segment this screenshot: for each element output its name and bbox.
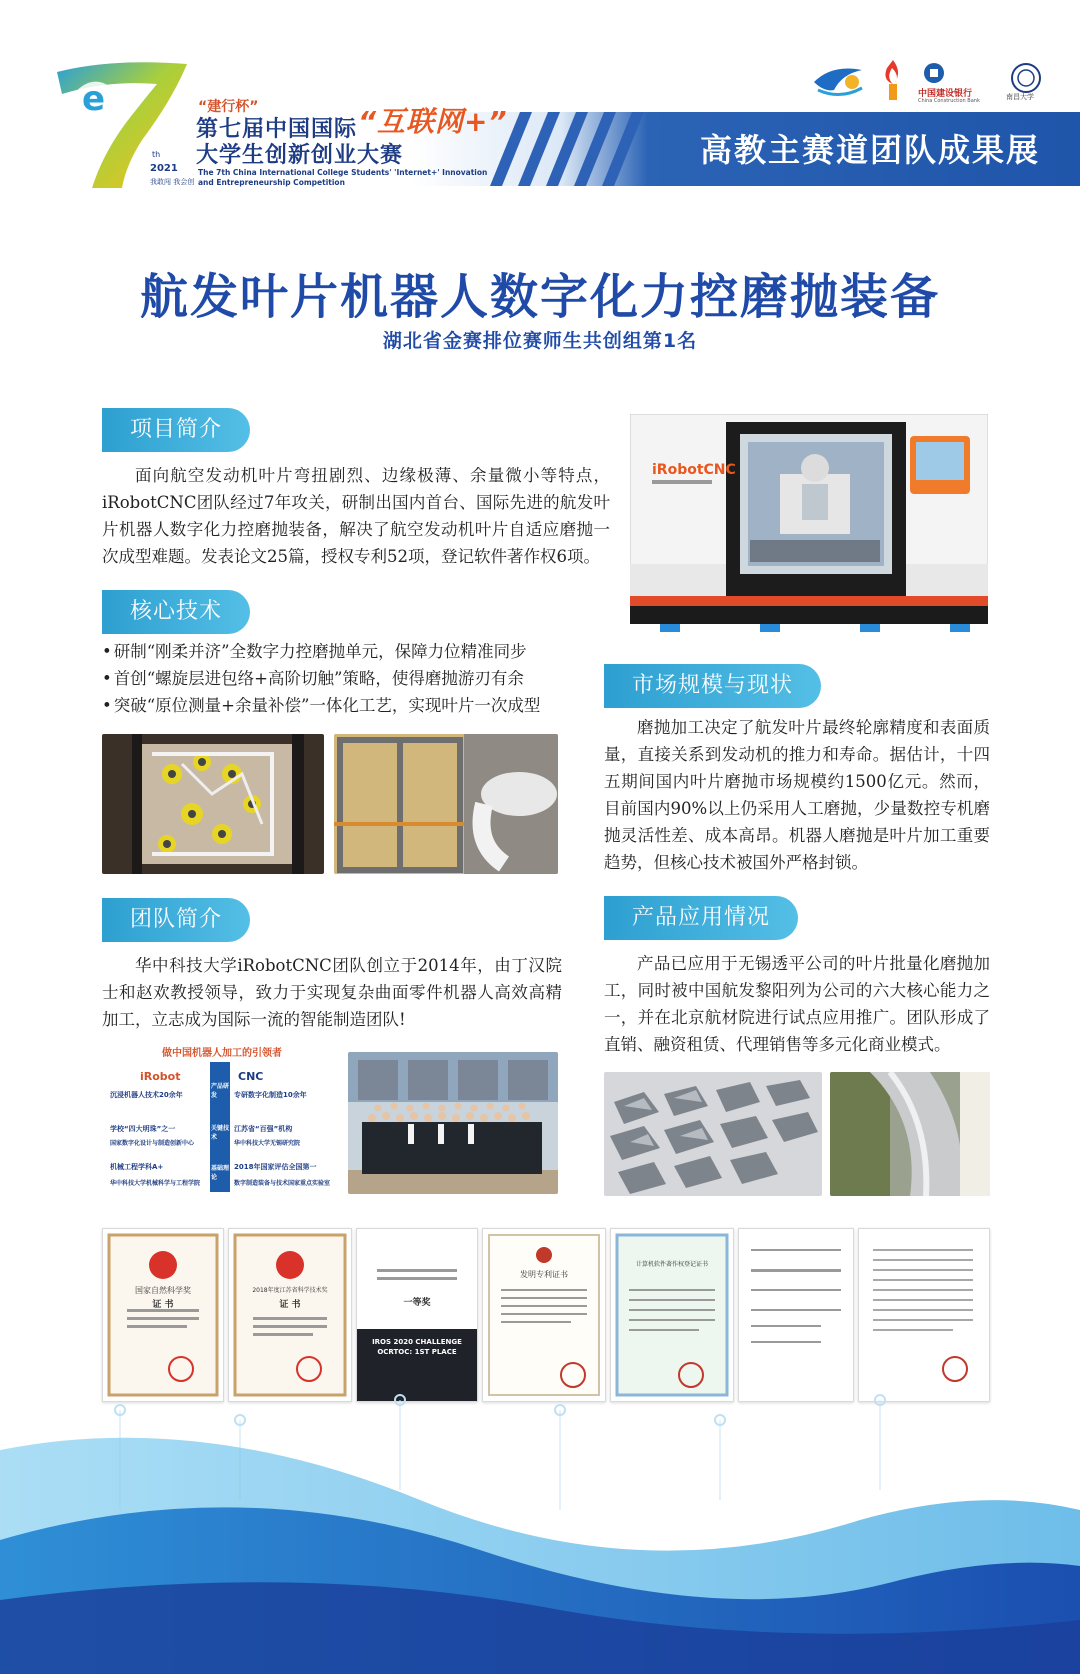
page-title: 航发叶片机器人数字化力控磨抛装备 <box>139 269 940 325</box>
team-capability-chart <box>102 1044 342 1196</box>
competition-name-line1: 第七届中国国际 <box>196 117 358 142</box>
internet-plus-logo-icon <box>812 60 866 100</box>
competition-internet-plus: “互联网+” <box>358 105 508 138</box>
certificate-sub: IROS 2020 CHALLENGE OCRTOC: 1ST PLACE <box>372 1338 462 1356</box>
grinding-machine-photo <box>630 414 988 634</box>
row1-mid: 产品研发 <box>211 1083 230 1099</box>
certificate-sub: 证 书 <box>152 1300 174 1310</box>
section-heading-team: 团队简介 <box>102 898 250 942</box>
partner-university: 南昌大学 <box>1006 93 1034 101</box>
footer-wave-decoration <box>0 1390 1080 1674</box>
market-text: 磨抛加工决定了航发叶片最终轮廓精度和表面质量，直接关系到发动机的推力和寿命。据估计，十四五期间国内叶片磨抛市场规模约1500亿元。然而，目前国内90%以上仍采用人工磨抛，少量数控专机磨抛灵活性差、成本高昂。机器人磨抛是叶片加工重要趋势，但核心技术被国外严格封锁。 <box>604 718 990 872</box>
grinding-cell-photo <box>334 734 558 874</box>
track-title: 高教主赛道团队成果展 <box>699 131 1040 169</box>
partner-bank: 中国建设银行 <box>918 89 973 99</box>
team-group-photo <box>348 1052 558 1194</box>
page-subtitle: 湖北省金赛排位赛师生共创组第1名 <box>382 330 698 352</box>
certificate-border-icon <box>483 1229 605 1401</box>
intro-text: 面向航空发动机叶片弯扭剧烈、边缘极薄、余量微小等特点，iRobotCNC团队经过7年攻关，研制出国内首台、国际先进的航发叶片机器人数字化力控磨抛装备，解决了航空发动机叶片自适应磨抛一次成型难题。发表论文25篇，授权专利52项，登记软件著作权6项。 <box>102 466 610 566</box>
competition-slogan: 我敢闯 我会创 <box>150 178 195 186</box>
certificate-title: 计算机软件著作权登记证书 <box>635 1261 708 1268</box>
certificate-border-icon <box>739 1229 853 1401</box>
list-item: • 突破“原位测量+余量补偿”一体化工艺，实现叶片一次成型 <box>102 692 622 719</box>
team-text: 华中科技大学iRobotCNC团队创立于2014年，由丁汉院士和赵欢教授领导，致力于实现复杂曲面零件机器人高效高精加工，立志成为国际一流的智能制造团队! <box>102 956 562 1029</box>
application-text: 产品已应用于无锡透平公司的叶片批量化磨抛加工，同时被中国航发黎阳列为公司的六大核心能力之一，并在北京航材院进行试点应用推广。团队形成了直销、融资租赁、代理销售等多元化商业模式。 <box>604 954 990 1054</box>
certificate-4 <box>482 1228 606 1402</box>
ccb-logo-icon <box>922 62 946 84</box>
brand-left: iRobot <box>140 1070 181 1083</box>
certificate-1 <box>102 1228 224 1402</box>
certificate-border-icon <box>357 1229 477 1401</box>
brand-right: CNC <box>238 1070 264 1083</box>
section-heading-market: 市场规模与现状 <box>604 664 821 708</box>
row3-left-sub: 华中科技大学机械科学与工程学院 <box>110 1180 201 1187</box>
certificate-2 <box>228 1228 352 1402</box>
university-seal-icon <box>1010 62 1042 94</box>
blades-batch-photo <box>604 1072 822 1196</box>
certificate-6 <box>738 1228 854 1402</box>
svg-text:e: e <box>82 79 106 119</box>
force-control-unit-photo <box>102 734 324 874</box>
blade-closeup-photo <box>830 1072 990 1196</box>
torch-logo-icon <box>878 58 908 102</box>
certificate-7 <box>858 1228 990 1402</box>
row2-left-sub: 国家数字化设计与制造创新中心 <box>110 1140 195 1147</box>
competition-sponsor: “建行杯” <box>198 99 259 115</box>
row2-left: 学校“四大明珠”之一 <box>110 1125 176 1133</box>
edition-suffix: th <box>152 150 161 159</box>
list-item: • 首创“螺旋层进包络+高阶切触”策略，使得磨抛游刃有余 <box>102 665 622 692</box>
machine-brand: iRobotCNC <box>652 462 736 478</box>
certificate-3 <box>356 1228 478 1402</box>
section-heading-intro: 项目简介 <box>102 408 250 452</box>
row2-mid: 关键技术 <box>211 1125 230 1141</box>
row3-mid: 基础理论 <box>211 1165 230 1181</box>
competition-name-line2: 大学生创新创业大赛 <box>196 143 404 168</box>
certificate-border-icon <box>859 1229 989 1401</box>
certificate-title: 发明专利证书 <box>520 1270 568 1279</box>
certificate-5 <box>610 1228 734 1402</box>
partner-bank-en: China Construction Bank <box>918 98 980 104</box>
row1-right: 专研数字化制造10余年 <box>234 1091 307 1099</box>
certificate-title: 国家自然科学奖 <box>135 1286 191 1295</box>
row1-left: 沉浸机器人技术20余年 <box>110 1091 183 1099</box>
certificate-sub: 证 书 <box>279 1300 301 1310</box>
certificate-title: 一等奖 <box>403 1298 431 1308</box>
certificate-border-icon <box>103 1229 223 1401</box>
row3-left: 机械工程学科A+ <box>110 1163 164 1171</box>
certificate-border-icon <box>229 1229 351 1401</box>
competition-logo-icon <box>52 60 202 190</box>
row2-right: 江苏省“百强”机构 <box>234 1125 293 1133</box>
row3-right: 2018年国家评估全国第一 <box>234 1163 317 1171</box>
certificate-title: 2018年度江苏省科学技术奖 <box>252 1287 328 1294</box>
core-tech-list <box>102 638 622 719</box>
list-item: • 研制“刚柔并济”全数字力控磨抛单元，保障力位精准同步 <box>102 638 622 665</box>
chart-title: 做中国机器人加工的引领者 <box>162 1048 282 1059</box>
section-heading-core: 核心技术 <box>102 590 250 634</box>
row3-right-sub: 数字制造装备与技术国家重点实验室 <box>234 1180 331 1187</box>
competition-year: 2021 <box>150 163 178 174</box>
certificate-border-icon <box>611 1229 733 1401</box>
competition-english-name: The 7th China International College Students' 'Internet+' Innovation and Entrepreneurship Competition <box>198 168 488 187</box>
row2-right-sub: 华中科技大学无锡研究院 <box>234 1140 301 1147</box>
section-heading-application: 产品应用情况 <box>604 896 798 940</box>
